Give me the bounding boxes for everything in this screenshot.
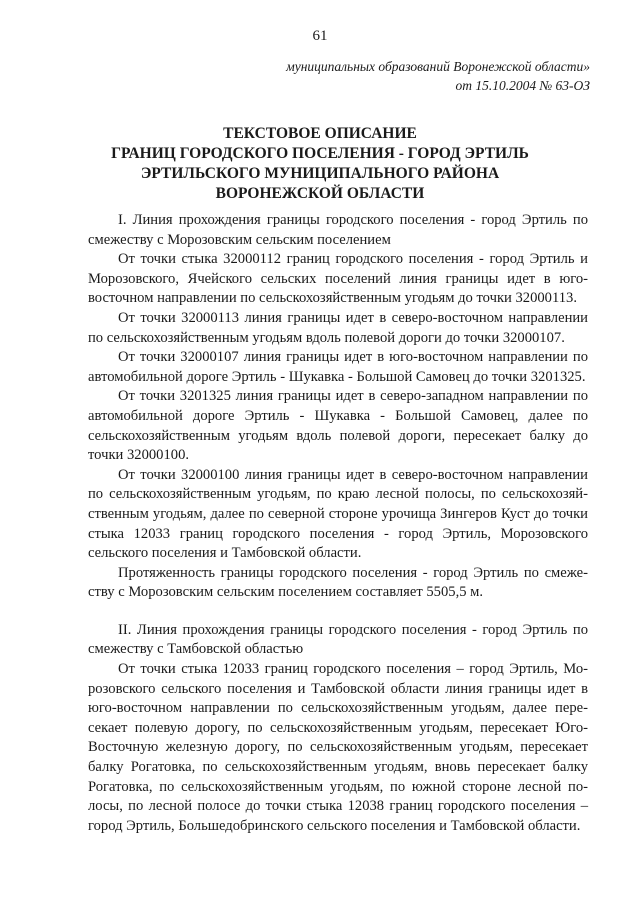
title-line: ВОРОНЕЖСКОЙ ОБЛАСТИ [215, 185, 425, 202]
document-body [88, 211, 588, 836]
section-1-paragraph: От точки 32000100 линия границы идет в северо-восточном направлении по сельскохозяйственным угодьям, по краю лесной полосы, по сельскохозяйственным угодьям, далее по северной стороне урочища Зингеров Куст до точки стыка 12033 границ городского поселения - город Эртиль, Морозовского сельского поселения и Тамбовской области. [88, 466, 588, 562]
section-2-heading: II. Линия прохождения границы городского поселения - город Эртиль по смежеству с Тамбовской областью [88, 621, 588, 658]
reference-line: от 15.10.2004 № 63-ОЗ [455, 78, 590, 93]
section-1-paragraph: От точки 3201325 линия границы идет в северо-западном направлении по автомобильной дороге Эртиль - Шукавка - Большой Самовец, далее по сельскохозяйственным угодьям вдоль полевой дороги, пересекает балку до точки 32000100. [88, 388, 588, 464]
section-1-paragraph: От точки 32000107 линия границы идет в юго-восточном направлении по автомобильной дороге Эртиль - Шукавка - Большой Самовец до точки 3201325. [88, 349, 588, 385]
law-reference [286, 57, 590, 95]
section-1-paragraph: Протяженность границы городского поселения - город Эртиль по смежеству с Морозовским сельским поселением составляет 5505,5 м. [88, 564, 588, 601]
page-number: 61 [312, 28, 328, 44]
title-line: ГРАНИЦ ГОРОДСКОГО ПОСЕЛЕНИЯ - ГОРОД ЭРТИЛЬ [111, 145, 529, 162]
title-line: ТЕКСТОВОЕ ОПИСАНИЕ [223, 125, 417, 142]
section-2-paragraph: От точки стыка 12033 границ городского поселения – город Эртиль, Морозовского сельского поселения и Тамбовской области линия границы идет в юго-восточном направлении по сельскохозяйственным угодьям, далее пересекает полевую дорогу, по сельскохозяйственным угодьям, пересекает Юго-Восточную железную дорогу, по сельскохозяйственным угодьям, пересекает балку Рогатовка, по сельскохозяйственным угодьям, вновь пересекает балку Рогатовка, по сельскохозяйственным угодьям, по южной стороне лесной полосы, по лесной полосе до точки стыка 12038 границ городского поселения – город Эртиль, Большедобринского сельского поселения и Тамбовской области. [88, 661, 588, 834]
document-title [60, 124, 580, 204]
title-line: ЭРТИЛЬСКОГО МУНИЦИПАЛЬНОГО РАЙОНА [140, 165, 500, 182]
section-1-paragraph: От точки стыка 32000112 границ городского поселения - город Эртиль и Морозовского, Ячейского сельских поселений линия границы идет в юго-восточном направлении по сельскохозяйственным угодьям до точки 32000113. [88, 251, 588, 307]
section-1-heading: I. Линия прохождения границы городского поселения - город Эртиль по смежеству с Морозовским сельским поселением [88, 212, 588, 248]
section-1-paragraph: От точки 32000113 линия границы идет в северо-восточном направлении по сельскохозяйственным угодьям вдоль полевой дороги до точки 32000107. [88, 309, 588, 346]
reference-line: муниципальных образований Воронежской области» [286, 59, 590, 74]
section-divider [88, 603, 588, 621]
